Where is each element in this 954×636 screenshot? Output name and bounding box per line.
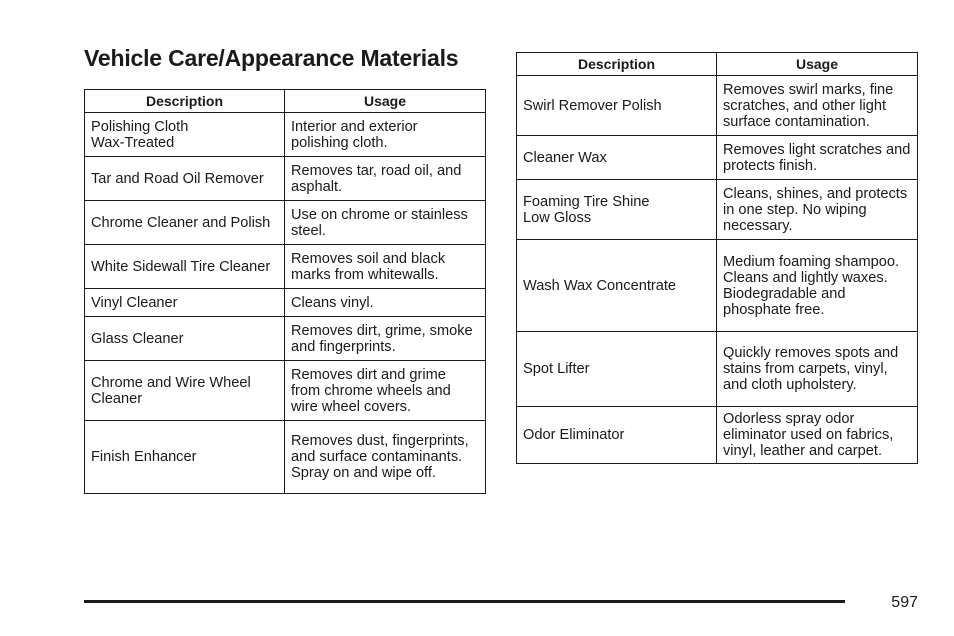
table-row (85, 361, 486, 421)
usage-text: Removes dust, fingerprints, and surface contaminants. Spray on and wipe off. (291, 433, 469, 481)
cell-usage (717, 76, 918, 136)
cell-description (517, 180, 717, 240)
table-row (85, 317, 486, 361)
cell-usage (717, 180, 918, 240)
cell-usage (717, 240, 918, 332)
usage-text: Medium foaming shampoo. Cleans and lightly waxes. Biodegradable and phosphate free. (723, 253, 900, 318)
cell-usage (717, 136, 918, 180)
cell-description (517, 407, 717, 464)
usage-text: Removes swirl marks, fine scratches, and other light surface contamination. (723, 81, 894, 130)
column-header-description: Description (85, 90, 285, 113)
usage-text: Removes tar, road oil, and asphalt. (291, 162, 462, 195)
description-text: Chrome Cleaner and Polish (91, 214, 271, 231)
column-header-usage: Usage (717, 53, 918, 76)
description-text: Spot Lifter (523, 361, 590, 377)
usage-text: Use on chrome or stainless steel. (291, 206, 468, 239)
cell-usage (285, 157, 486, 201)
description-text: White Sidewall Tire Cleaner (91, 258, 271, 275)
description-text: Polishing Cloth Wax-Treated (91, 118, 189, 151)
cell-usage (717, 332, 918, 407)
column-header-usage: Usage (285, 90, 486, 113)
cell-usage (285, 421, 486, 494)
usage-text: Interior and exterior polishing cloth. (291, 118, 418, 151)
table-row (85, 289, 486, 317)
description-text: Cleaner Wax (523, 149, 607, 166)
description-text: Foaming Tire Shine Low Gloss (523, 193, 650, 226)
description-text: Tar and Road Oil Remover (91, 170, 264, 187)
page-number: 597 (891, 594, 918, 611)
cell-usage (285, 201, 486, 245)
usage-text: Cleans vinyl. (291, 294, 374, 311)
cell-description (85, 245, 285, 289)
cell-usage (285, 317, 486, 361)
usage-text: Removes soil and black marks from whitewalls. (291, 250, 446, 283)
usage-text: Quickly removes spots and stains from carpets, vinyl, and cloth upholstery. (723, 345, 899, 393)
cell-usage (717, 407, 918, 464)
cell-description (85, 289, 285, 317)
cell-description (85, 361, 285, 421)
description-text: Swirl Remover Polish (523, 97, 662, 114)
cell-description (517, 136, 717, 180)
description-text: Glass Cleaner (91, 330, 184, 347)
description-text: Finish Enhancer (91, 449, 197, 465)
description-text: Odor Eliminator (523, 427, 625, 443)
table-header-row (85, 90, 486, 113)
table-row (517, 76, 918, 136)
cell-description (85, 113, 285, 157)
materials-table-left (84, 89, 486, 494)
cell-description (85, 317, 285, 361)
usage-text: Odorless spray odor eliminator used on fabrics, vinyl, leather and carpet. (723, 411, 894, 459)
cell-usage (285, 245, 486, 289)
column-header-description: Description (517, 53, 717, 76)
table-header-row (517, 53, 918, 76)
table-row (85, 201, 486, 245)
usage-text: Removes light scratches and protects finish. (723, 141, 911, 174)
table-row (517, 332, 918, 407)
description-text: Wash Wax Concentrate (523, 277, 677, 294)
cell-description (517, 240, 717, 332)
table-row (85, 157, 486, 201)
materials-table-right (516, 52, 918, 464)
usage-text: Cleans, shines, and protects in one step. No wiping necessary. (723, 185, 908, 234)
cell-description (85, 201, 285, 245)
table-row (85, 245, 486, 289)
table-row (517, 136, 918, 180)
cell-usage (285, 113, 486, 157)
table-row (85, 421, 486, 494)
page-title: Vehicle Care/Appearance Materials (84, 45, 459, 71)
usage-text: Removes dirt, grime, smoke and fingerprints. (291, 322, 473, 355)
description-text: Chrome and Wire Wheel Cleaner (91, 374, 251, 407)
footer-rule (84, 600, 845, 603)
usage-text: Removes dirt and grime from chrome wheels and wire wheel covers. (291, 366, 451, 415)
cell-description (85, 421, 285, 494)
table-row (517, 240, 918, 332)
cell-usage (285, 289, 486, 317)
table-row (85, 113, 486, 157)
table-row (517, 180, 918, 240)
cell-description (85, 157, 285, 201)
cell-description (517, 76, 717, 136)
table-row (517, 407, 918, 464)
description-text: Vinyl Cleaner (91, 294, 178, 311)
cell-description (517, 332, 717, 407)
cell-usage (285, 361, 486, 421)
